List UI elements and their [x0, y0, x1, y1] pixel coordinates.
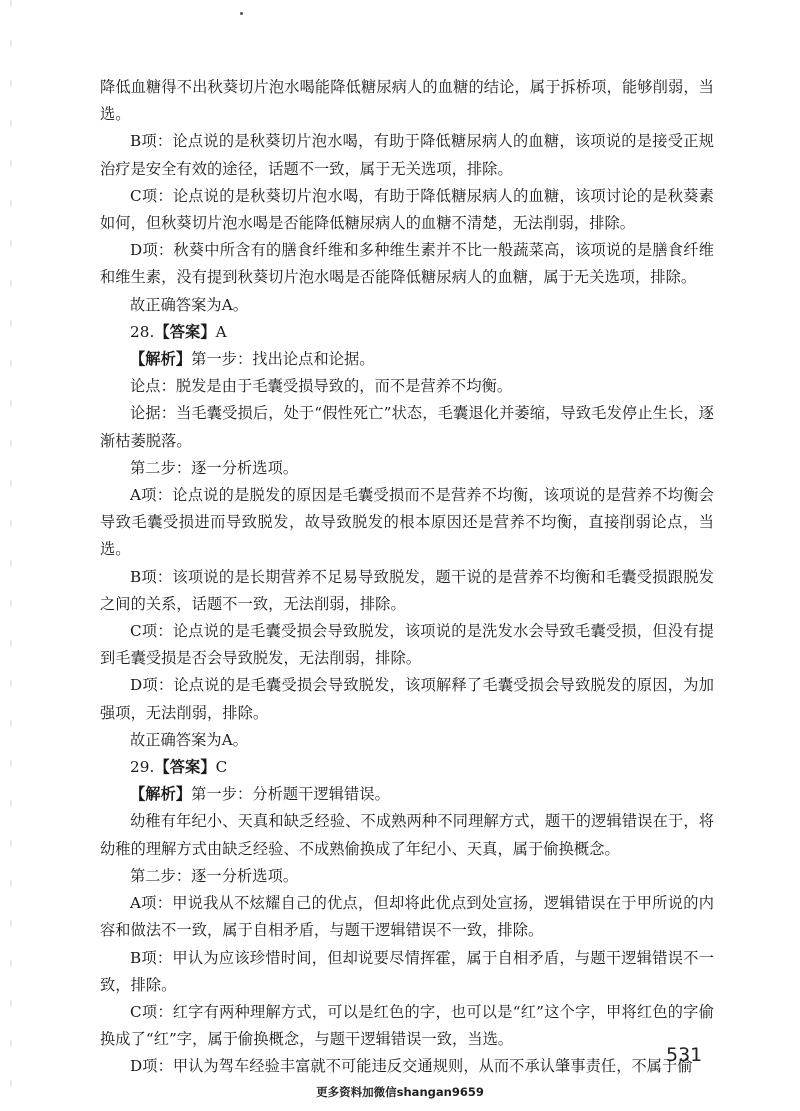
paragraph: A项：论点说的是脱发的原因是毛囊受损而不是营养不均衡，该项说的是营养不均衡会导致毛囊受损进而导致脱发，故导致脱发的根本原因还是营养不均衡，直接削弱论点，当选。 [100, 486, 714, 559]
paragraph: C项：红字有两种理解方式，可以是红色的字，也可以是“红”这个字，甲将红色的字偷换成了“红”字，属于偷换概念，与题干逻辑错误一致，当选。 [100, 1002, 714, 1049]
answer-line [100, 754, 714, 781]
answer-value: A [215, 322, 227, 341]
paragraph: 论据：当毛囊受损后，处于“假性死亡”状态，毛囊退化并萎缩，导致毛发停止生长，逐渐枯萎脱落。 [100, 404, 714, 450]
document-body [100, 74, 714, 1081]
scan-dot-artifact [240, 12, 243, 15]
paragraph: D项：甲认为驾车经验丰富就不可能违反交通规则，从而不承认肇事责任，不属于偷 [130, 1057, 693, 1076]
answer-label: 【答案】 [154, 322, 216, 341]
paragraph: C项：论点说的是毛囊受损会导致脱发，该项说的是洗发水会导致毛囊受损，但没有提到毛囊受损是否会导致脱发，无法削弱，排除。 [100, 622, 714, 668]
paragraph: 论点：脱发是由于毛囊受损导致的，而不是营养不均衡。 [130, 377, 513, 396]
paragraph: 第二步：逐一分析选项。 [130, 866, 299, 885]
answer-label: 【答案】 [154, 758, 216, 777]
answer-line [100, 319, 714, 346]
scan-edge-artifact [10, 0, 12, 1111]
paragraph: B项：论点说的是秋葵切片泡水喝，有助于降低糖尿病人的血糖，该项说的是接受正规治疗是安全有效的途径，话题不一致，属于无关选项，排除。 [100, 132, 714, 178]
analysis-text: 第一步：找出论点和论据。 [191, 350, 375, 369]
question-number: 29. [130, 758, 155, 777]
paragraph: 故正确答案为A。 [130, 730, 249, 749]
paragraph: B项：甲认为应该珍惜时间，但却说要尽情挥霍，属于自相矛盾，与题干逻辑错误不一致，排除。 [100, 948, 714, 994]
paragraph: D项：秋葵中所含有的膳食纤维和多种维生素并不比一般蔬菜高，该项说的是膳食纤维和维生素，没有提到秋葵切片泡水喝是否能降低糖尿病人的血糖，属于无关选项，排除。 [100, 241, 714, 287]
paragraph: C项：论点说的是秋葵切片泡水喝，有助于降低糖尿病人的血糖，该项讨论的是秋葵素如何，但秋葵切片泡水喝是否能降低糖尿病人的血糖不清楚，无法削弱，排除。 [100, 186, 714, 233]
analysis-text: 第一步：分析题干逻辑错误。 [191, 785, 390, 804]
analysis-line [100, 346, 714, 373]
paragraph: B项：该项说的是长期营养不足易导致脱发，题干说的是营养不均衡和毛囊受损跟脱发之间的关系，话题不一致，无法削弱，排除。 [100, 567, 714, 613]
paragraph: 故正确答案为A。 [130, 295, 249, 314]
paragraph: 第二步：逐一分析选项。 [130, 458, 299, 477]
page-number: 531 [666, 1044, 703, 1066]
paragraph: 降低血糖得不出秋葵切片泡水喝能降低糖尿病人的血糖的结论，属于拆桥项，能够削弱，当选。 [100, 78, 714, 124]
paragraph: A项：甲说我从不炫耀自己的优点，但却将此优点到处宣扬，逻辑错误在于甲所说的内容和做法不一致，属于自相矛盾，与题干逻辑错误不一致，排除。 [100, 894, 714, 940]
analysis-line [100, 781, 714, 808]
paragraph: 幼稚有年纪小、天真和缺乏经验、不成熟两种不同理解方式，题干的逻辑错误在于，将幼稚的理解方式由缺乏经验、不成熟偷换成了年纪小、天真，属于偷换概念。 [100, 812, 714, 858]
answer-value: C [215, 758, 228, 777]
paragraph: D项：论点说的是毛囊受损会导致脱发，该项解释了毛囊受损会导致脱发的原因，为加强项，无法削弱，排除。 [100, 676, 714, 722]
analysis-label: 【解析】 [130, 350, 192, 369]
analysis-label: 【解析】 [130, 785, 192, 804]
footer-note: 更多资料加微信shangan9659 [316, 1085, 484, 1099]
question-number: 28. [130, 322, 155, 341]
